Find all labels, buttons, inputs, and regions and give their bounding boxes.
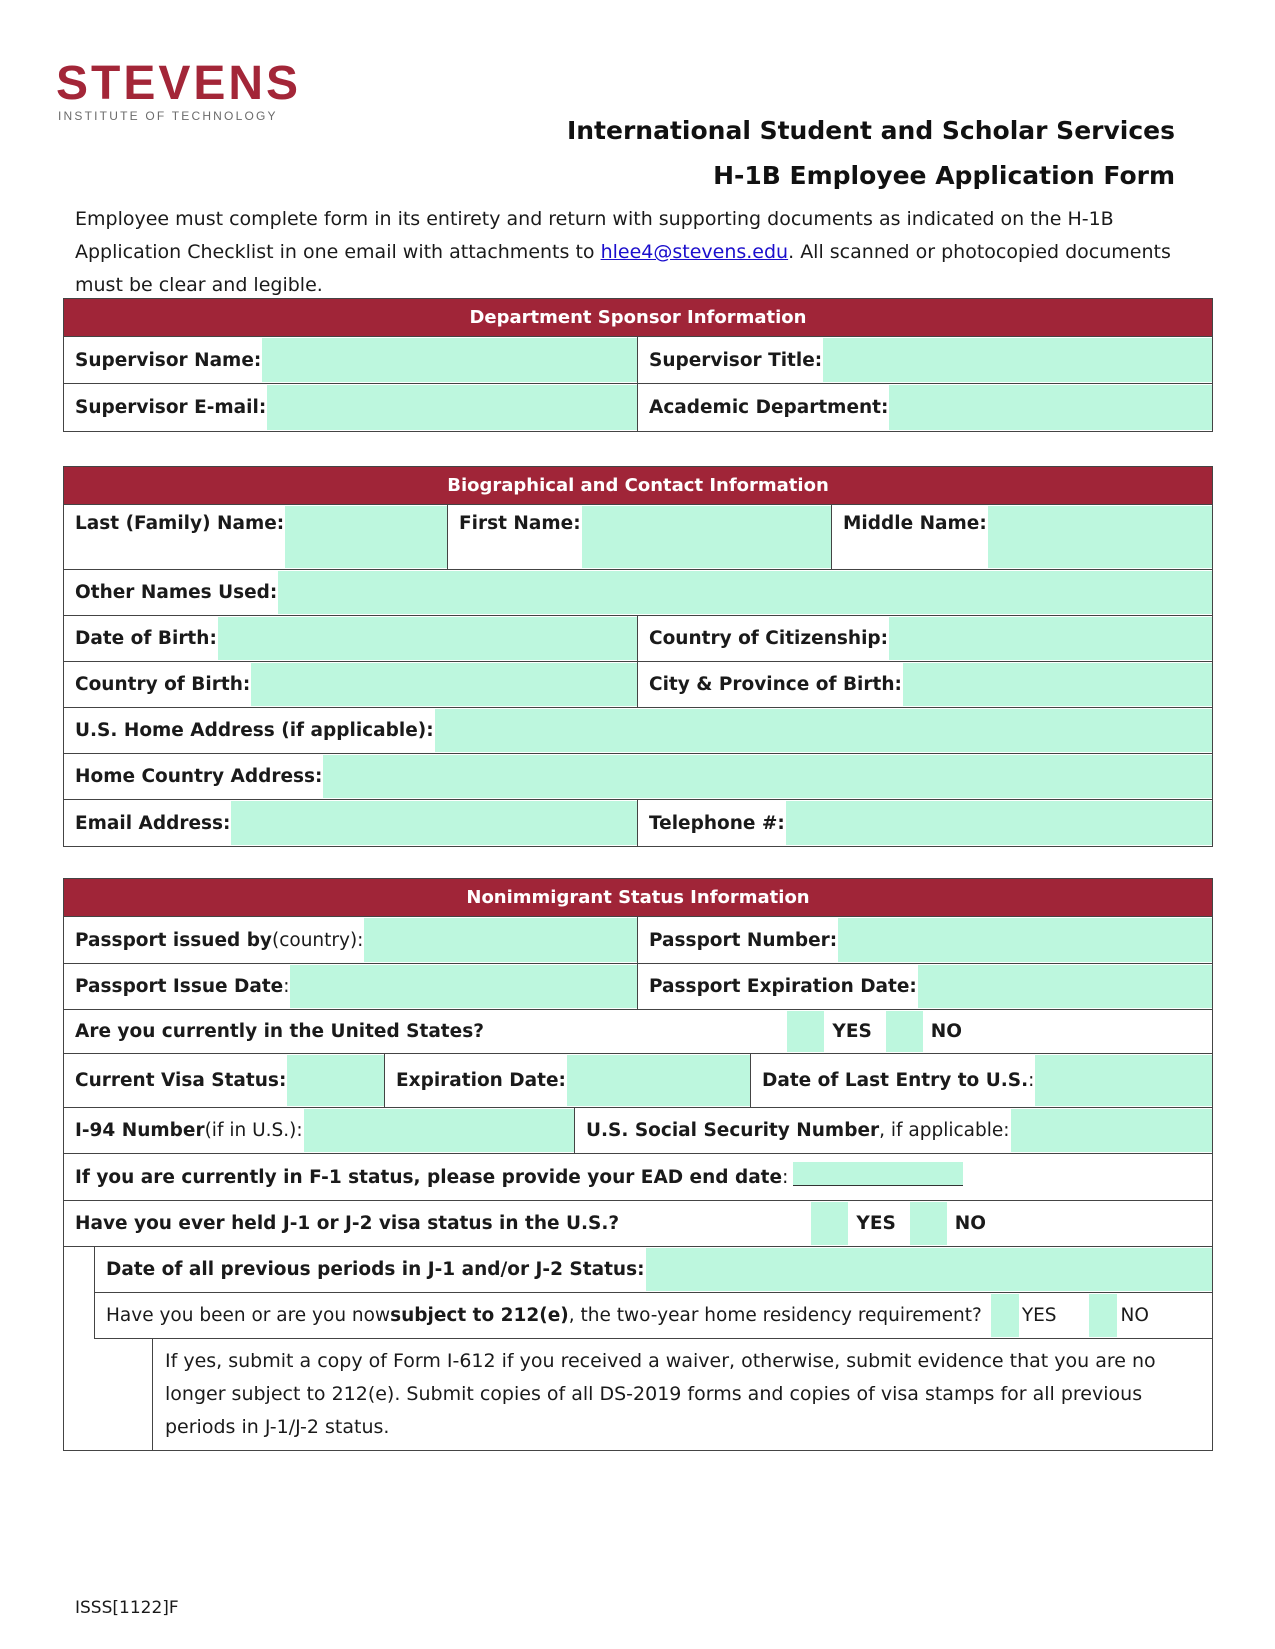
city-birth-field[interactable] <box>903 663 1212 706</box>
phone-label: Telephone #: <box>649 812 785 834</box>
subject-212e-text-bold: subject to 212(e) <box>390 1305 569 1326</box>
visa-status-cell <box>64 1054 385 1107</box>
status-row-in-us <box>64 1010 1212 1054</box>
academic-department-field[interactable] <box>889 385 1212 430</box>
status-row-j1-periods <box>94 1247 1212 1293</box>
subject-212e-label <box>95 1293 983 1338</box>
in-us-label: Are you currently in the United States? <box>75 1021 484 1042</box>
sponsor-section <box>63 298 1213 432</box>
j1-instructions-note: If yes, submit a copy of Form I-612 if you received a waiver, otherwise, submit evidence that you are no longer subject to 212(e). Submit copies of all DS-2019 forms and copies of visa stamps for all previous periods in J-1/J-2 status. <box>165 1350 1156 1438</box>
us-address-label: U.S. Home Address (if applicable): <box>75 720 434 741</box>
passport-issue-date-label-bold: Passport Issue Date <box>75 976 284 997</box>
us-address-cell <box>64 708 1212 753</box>
contact-email-link[interactable]: hlee4@stevens.edu <box>600 241 789 263</box>
home-address-label: Home Country Address: <box>75 766 323 787</box>
country-birth-field[interactable] <box>251 663 637 706</box>
last-entry-field[interactable] <box>1035 1055 1212 1106</box>
j1-cell <box>64 1201 1212 1246</box>
form-code: ISSS[1122]F <box>75 1598 179 1618</box>
academic-department-label: Academic Department: <box>649 397 889 418</box>
passport-issued-label-rest: (country): <box>272 929 364 951</box>
supervisor-name-label: Supervisor Name: <box>75 349 262 371</box>
passport-issued-cell <box>64 917 638 963</box>
expiration-cell <box>385 1054 751 1107</box>
last-entry-cell <box>751 1054 1212 1107</box>
status-row-passport-dates <box>64 964 1212 1010</box>
logo-subtitle: INSTITUTE OF TECHNOLOGY <box>58 109 278 123</box>
supervisor-email-cell <box>64 384 638 431</box>
status-section-bottom-rule <box>63 1450 1212 1451</box>
bio-row-contact <box>64 800 1212 846</box>
supervisor-email-field[interactable] <box>267 385 637 430</box>
j1-periods-cell <box>95 1247 1212 1292</box>
middle-name-field[interactable] <box>988 506 1212 568</box>
passport-issue-date-label <box>64 964 290 1009</box>
passport-issued-label-bold: Passport issued by <box>75 929 272 951</box>
passport-issued-label <box>64 917 364 963</box>
ssn-label-rest: , if applicable: <box>879 1120 1010 1141</box>
sponsor-section-header: Department Sponsor Information <box>64 299 1212 337</box>
subject-212e-no-checkbox[interactable] <box>1089 1294 1117 1337</box>
in-us-no-checkbox[interactable] <box>886 1011 923 1052</box>
subject-212e-no-label: NO <box>1120 1305 1149 1326</box>
country-birth-cell <box>64 662 638 707</box>
email-label: Email Address: <box>75 812 231 834</box>
passport-issue-date-cell <box>64 964 638 1009</box>
status-row-visa <box>64 1054 1212 1108</box>
i94-cell <box>64 1108 575 1153</box>
in-us-cell <box>64 1010 1212 1053</box>
dob-field[interactable] <box>218 617 637 660</box>
bio-row-home-address <box>64 754 1212 800</box>
status-row-passport <box>64 917 1212 964</box>
middle-name-label: Middle Name: <box>843 513 987 534</box>
passport-issue-date-label-rest: : <box>283 976 290 997</box>
page-title: International Student and Scholar Services <box>566 116 1175 145</box>
home-address-cell <box>64 754 1212 799</box>
status-section <box>63 878 1213 1451</box>
j1-periods-field[interactable] <box>646 1248 1213 1291</box>
j1-yes-checkbox[interactable] <box>811 1202 848 1245</box>
bio-row-dob <box>64 616 1212 662</box>
status-row-note <box>152 1339 1212 1450</box>
j1-periods-label: Date of all previous periods in J-1 and/or J-2 Status: <box>106 1259 645 1280</box>
intro-text-before: Employee must complete form in its entirety and return with supporting documents as indicated on the H-1B Application Checklist in one email with attachments to <box>75 208 1114 263</box>
visa-status-field[interactable] <box>287 1055 384 1106</box>
bio-row-birth <box>64 662 1212 708</box>
f1-label-rest: : <box>782 1166 789 1188</box>
in-us-yes-checkbox[interactable] <box>787 1011 824 1052</box>
ead-end-date-field[interactable] <box>793 1162 963 1186</box>
expiration-field[interactable] <box>567 1055 750 1106</box>
last-name-label: Last (Family) Name: <box>75 513 285 534</box>
bio-section-header: Biographical and Contact Information <box>64 467 1212 505</box>
last-name-field[interactable] <box>285 506 447 568</box>
supervisor-title-label: Supervisor Title: <box>649 349 823 371</box>
subject-212e-text-before: Have you been or are you now <box>106 1305 391 1326</box>
dob-cell <box>64 616 638 661</box>
f1-label-bold: If you are currently in F-1 status, please provide your EAD end date <box>75 1166 783 1188</box>
passport-exp-cell <box>638 964 1212 1009</box>
citizenship-label: Country of Citizenship: <box>649 628 889 649</box>
first-name-field[interactable] <box>582 506 831 568</box>
ssn-cell <box>575 1108 1212 1153</box>
phone-field[interactable] <box>786 801 1212 845</box>
email-field[interactable] <box>231 801 637 845</box>
passport-issue-date-field[interactable] <box>290 965 637 1008</box>
phone-cell <box>638 800 1212 846</box>
first-name-cell <box>448 505 832 569</box>
supervisor-title-cell <box>638 337 1212 383</box>
last-entry-label-bold: Date of Last Entry to U.S. <box>762 1070 1029 1091</box>
subject-212e-text-after: , the two-year home residency requirement? <box>568 1305 982 1326</box>
in-us-no-label: NO <box>930 1021 962 1042</box>
status-section-header: Nonimmigrant Status Information <box>64 879 1212 917</box>
supervisor-name-cell <box>64 337 638 383</box>
f1-label <box>64 1154 789 1200</box>
other-names-label: Other Names Used: <box>75 582 278 603</box>
bio-section <box>63 466 1213 847</box>
i94-label-bold: I-94 Number <box>75 1120 205 1141</box>
supervisor-email-label: Supervisor E-mail: <box>75 397 267 418</box>
last-entry-label-rest: : <box>1028 1070 1035 1091</box>
us-address-field[interactable] <box>435 709 1212 752</box>
sponsor-row-2 <box>64 384 1212 431</box>
email-cell <box>64 800 638 846</box>
passport-exp-field[interactable] <box>918 965 1212 1008</box>
first-name-label: First Name: <box>459 513 581 534</box>
subject-212e-yes-label: YES <box>1021 1305 1057 1326</box>
ssn-field[interactable] <box>1011 1109 1212 1152</box>
academic-department-cell <box>638 384 1212 431</box>
j1-no-checkbox[interactable] <box>910 1202 947 1245</box>
bio-row-us-address <box>64 708 1212 754</box>
j1-no-label: NO <box>954 1213 986 1234</box>
subject-212e-cell <box>95 1293 1212 1338</box>
middle-name-cell <box>832 505 1212 569</box>
f1-cell <box>64 1154 1212 1200</box>
form-title: H-1B Employee Application Form <box>713 161 1175 190</box>
other-names-field[interactable] <box>278 571 1212 614</box>
ssn-label <box>575 1108 1011 1153</box>
passport-issued-field[interactable] <box>364 918 637 962</box>
passport-number-label: Passport Number: <box>649 929 838 951</box>
j1-held-label: Have you ever held J-1 or J-2 visa status in the U.S.? <box>75 1213 620 1234</box>
status-row-i94 <box>64 1108 1212 1154</box>
last-name-cell <box>64 505 448 569</box>
last-entry-label <box>751 1054 1035 1107</box>
i94-field[interactable] <box>304 1109 574 1152</box>
in-us-yes-label: YES <box>832 1021 872 1042</box>
citizenship-field[interactable] <box>889 617 1212 660</box>
expiration-label: Expiration Date: <box>396 1070 566 1091</box>
i94-label <box>64 1108 304 1153</box>
supervisor-title-field[interactable] <box>823 338 1212 382</box>
city-birth-cell <box>638 662 1212 707</box>
status-row-f1 <box>64 1154 1212 1201</box>
citizenship-cell <box>638 616 1212 661</box>
status-row-212e <box>94 1293 1212 1339</box>
j1-yes-label: YES <box>856 1213 896 1234</box>
bio-row-names <box>64 505 1212 570</box>
visa-status-label: Current Visa Status: <box>75 1070 287 1091</box>
i94-label-rest: (if in U.S.): <box>204 1120 303 1141</box>
city-birth-label: City & Province of Birth: <box>649 674 902 695</box>
ssn-label-bold: U.S. Social Security Number <box>586 1120 880 1141</box>
intro-paragraph <box>75 203 1205 302</box>
status-row-j1 <box>64 1201 1212 1247</box>
subject-212e-yes-checkbox[interactable] <box>991 1294 1019 1337</box>
sponsor-row-1 <box>64 337 1212 384</box>
passport-number-field[interactable] <box>838 918 1212 962</box>
passport-number-cell <box>638 917 1212 963</box>
intro-text-after: . All scanned or photocopied documents must be clear and legible. <box>75 241 1171 296</box>
stevens-logo <box>56 57 302 123</box>
passport-exp-label: Passport Expiration Date: <box>649 976 917 997</box>
other-names-cell <box>64 570 1212 615</box>
supervisor-name-field[interactable] <box>262 338 637 382</box>
home-address-field[interactable] <box>323 755 1212 798</box>
bio-row-other-names <box>64 570 1212 616</box>
country-birth-label: Country of Birth: <box>75 674 251 695</box>
logo-name: STEVENS <box>56 57 302 110</box>
dob-label: Date of Birth: <box>75 628 217 649</box>
